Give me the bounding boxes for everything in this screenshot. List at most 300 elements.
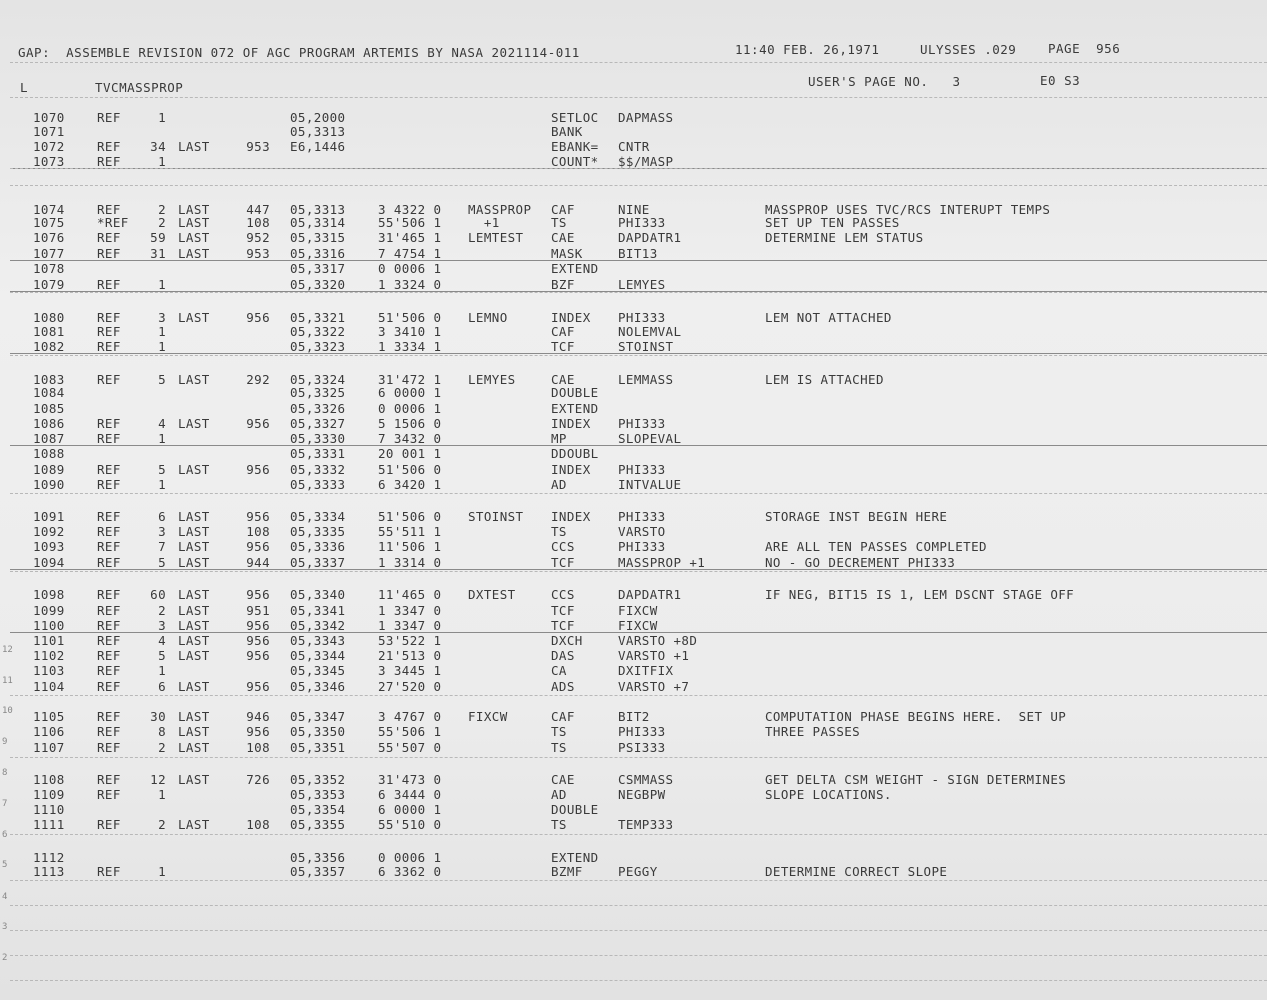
listing-row <box>0 139 1267 154</box>
listing-row <box>0 230 1267 245</box>
line-number: 1093 <box>33 539 65 554</box>
listing-row <box>0 385 1267 400</box>
octal-word: 27'520 0 <box>378 679 442 694</box>
last-page: 108 <box>246 740 270 755</box>
line-number: 1084 <box>33 385 65 400</box>
ref-count: 30 <box>150 709 166 724</box>
ref-marker: REF <box>97 230 121 245</box>
listing-row <box>0 679 1267 694</box>
octal-word: 51'506 0 <box>378 509 442 524</box>
line-number: 1082 <box>33 339 65 354</box>
operand: PHI333 <box>618 416 666 431</box>
ruled-line <box>10 880 1267 881</box>
last-marker: LAST <box>178 555 210 570</box>
label: +1 <box>468 215 500 230</box>
operand: PHI333 <box>618 509 666 524</box>
last-marker: LAST <box>178 416 210 431</box>
ref-count: 1 <box>158 110 166 125</box>
ref-count: 1 <box>158 277 166 292</box>
octal-word: 3 3445 1 <box>378 663 442 678</box>
ref-count: 5 <box>158 555 166 570</box>
address: 05,3357 <box>290 864 346 879</box>
listing-row <box>0 477 1267 492</box>
line-number: 1109 <box>33 787 65 802</box>
last-marker: LAST <box>178 679 210 694</box>
opcode: CAF <box>551 202 575 217</box>
last-page: 956 <box>246 539 270 554</box>
listing-row <box>0 215 1267 230</box>
opcode: TS <box>551 817 567 832</box>
opcode: TCF <box>551 603 575 618</box>
ref-count: 6 <box>158 679 166 694</box>
listing-row <box>0 277 1267 292</box>
opcode: DOUBLE <box>551 802 599 817</box>
group-rule <box>10 445 1267 446</box>
last-page: 726 <box>246 772 270 787</box>
comment: COMPUTATION PHASE BEGINS HERE. SET UP <box>765 709 1067 724</box>
address: 05,3351 <box>290 740 346 755</box>
line-number: 1104 <box>33 679 65 694</box>
address: 05,3317 <box>290 261 346 276</box>
ref-marker: REF <box>97 772 121 787</box>
group-rule <box>10 632 1267 633</box>
octal-word: 55'511 1 <box>378 524 442 539</box>
octal-word: 55'507 0 <box>378 740 442 755</box>
label: LEMNO <box>468 310 508 325</box>
last-marker: LAST <box>178 139 210 154</box>
ref-marker: REF <box>97 618 121 633</box>
address: 05,3333 <box>290 477 346 492</box>
last-page: 956 <box>246 633 270 648</box>
ref-count: 34 <box>150 139 166 154</box>
octal-word: 21'513 0 <box>378 648 442 663</box>
last-marker: LAST <box>178 587 210 602</box>
page-number: PAGE 956 <box>1048 41 1121 56</box>
opcode: EXTEND <box>551 401 599 416</box>
line-number: 1103 <box>33 663 65 678</box>
ref-marker: REF <box>97 202 121 217</box>
listing-row <box>0 817 1267 832</box>
opcode: TCF <box>551 339 575 354</box>
opcode: CAF <box>551 709 575 724</box>
opcode: MP <box>551 431 567 446</box>
group-rule <box>10 353 1267 354</box>
address: 05,3313 <box>290 124 346 139</box>
ref-count: 4 <box>158 633 166 648</box>
listing-row <box>0 462 1267 477</box>
octal-word: 1 3324 0 <box>378 277 442 292</box>
comment: LEM NOT ATTACHED <box>765 310 892 325</box>
address: 05,3335 <box>290 524 346 539</box>
line-number: 1075 <box>33 215 65 230</box>
opcode: INDEX <box>551 462 591 477</box>
operand: INTVALUE <box>618 477 682 492</box>
listing-row <box>0 587 1267 602</box>
octal-word: 3 4322 0 <box>378 202 442 217</box>
line-number: 1101 <box>33 633 65 648</box>
ref-count: 4 <box>158 416 166 431</box>
listing-row <box>0 740 1267 755</box>
ref-marker: REF <box>97 740 121 755</box>
address: 05,3330 <box>290 431 346 446</box>
line-number: 1088 <box>33 446 65 461</box>
comment: THREE PASSES <box>765 724 861 739</box>
last-marker: LAST <box>178 740 210 755</box>
line-number: 1079 <box>33 277 65 292</box>
ruled-line <box>10 355 1267 356</box>
operand: LEMYES <box>618 277 666 292</box>
address: 05,2000 <box>290 110 346 125</box>
ref-marker: REF <box>97 310 121 325</box>
comment: GET DELTA CSM WEIGHT - SIGN DETERMINES <box>765 772 1067 787</box>
address: 05,3315 <box>290 230 346 245</box>
octal-word: 31'465 1 <box>378 230 442 245</box>
octal-word: 0 0006 1 <box>378 261 442 276</box>
last-page: 108 <box>246 817 270 832</box>
ref-marker: REF <box>97 817 121 832</box>
label: LEMTEST <box>468 230 524 245</box>
address: 05,3325 <box>290 385 346 400</box>
comment: SLOPE LOCATIONS. <box>765 787 892 802</box>
operand: PEGGY <box>618 864 658 879</box>
operand: PSI333 <box>618 740 666 755</box>
last-marker: LAST <box>178 772 210 787</box>
last-page: 292 <box>246 372 270 387</box>
assembly-title: GAP: ASSEMBLE REVISION 072 OF AGC PROGRAM ARTEMIS BY NASA 2021114-011 <box>18 45 580 60</box>
group-rule <box>10 260 1267 261</box>
ref-count: 5 <box>158 372 166 387</box>
last-marker: LAST <box>178 462 210 477</box>
print-date: 11:40 FEB. 26,1971 <box>735 42 880 57</box>
last-page: 956 <box>246 310 270 325</box>
address: 05,3352 <box>290 772 346 787</box>
line-number: 1094 <box>33 555 65 570</box>
ref-count: 1 <box>158 154 166 169</box>
subheader-rule <box>10 97 1267 98</box>
octal-word: 0 0006 1 <box>378 850 442 865</box>
octal-word: 6 0000 1 <box>378 385 442 400</box>
ruled-line <box>10 834 1267 835</box>
last-marker: LAST <box>178 603 210 618</box>
address: 05,3346 <box>290 679 346 694</box>
line-number: 1110 <box>33 802 65 817</box>
ruled-line <box>10 493 1267 494</box>
last-page: 953 <box>246 139 270 154</box>
address: 05,3337 <box>290 555 346 570</box>
ref-count: 6 <box>158 509 166 524</box>
comment: DETERMINE CORRECT SLOPE <box>765 864 948 879</box>
octal-word: 20 001 1 <box>378 446 442 461</box>
opcode: CCS <box>551 587 575 602</box>
ref-count: 7 <box>158 539 166 554</box>
line-number: 1089 <box>33 462 65 477</box>
ref-count: 1 <box>158 787 166 802</box>
line-number: 1111 <box>33 817 65 832</box>
operand: FIXCW <box>618 603 658 618</box>
address: 05,3343 <box>290 633 346 648</box>
opcode: TS <box>551 724 567 739</box>
octal-word: 0 0006 1 <box>378 401 442 416</box>
users-page-number: USER'S PAGE NO. 3 <box>808 74 961 89</box>
ref-count: 60 <box>150 587 166 602</box>
ulysses-version: ULYSSES .029 <box>920 42 1017 57</box>
last-marker: LAST <box>178 633 210 648</box>
ref-count: 1 <box>158 477 166 492</box>
ref-count: 1 <box>158 431 166 446</box>
ref-count: 3 <box>158 618 166 633</box>
opcode: MASK <box>551 246 583 261</box>
ref-count: 3 <box>158 524 166 539</box>
last-marker: LAST <box>178 648 210 663</box>
last-marker: LAST <box>178 215 210 230</box>
operand: NOLEMVAL <box>618 324 682 339</box>
operand: STOINST <box>618 339 674 354</box>
octal-word: 1 3347 0 <box>378 603 442 618</box>
address: 05,3321 <box>290 310 346 325</box>
address: 05,3350 <box>290 724 346 739</box>
ref-marker: REF <box>97 509 121 524</box>
ref-count: 1 <box>158 663 166 678</box>
opcode: BANK <box>551 124 583 139</box>
ref-marker: REF <box>97 416 121 431</box>
group-rule <box>10 569 1267 570</box>
opcode: CA <box>551 663 567 678</box>
listing-row <box>0 446 1267 461</box>
last-marker: LAST <box>178 202 210 217</box>
opcode: TS <box>551 740 567 755</box>
ruled-line <box>10 168 1267 169</box>
opcode: SETLOC <box>551 110 599 125</box>
listing-row <box>0 772 1267 787</box>
operand: DAPDATR1 <box>618 230 682 245</box>
last-page: 956 <box>246 462 270 477</box>
ruled-line <box>10 930 1267 931</box>
ref-count: 2 <box>158 740 166 755</box>
operand: DXITFIX <box>618 663 674 678</box>
ref-count: 2 <box>158 603 166 618</box>
line-number: 1106 <box>33 724 65 739</box>
last-page: 447 <box>246 202 270 217</box>
operand: VARSTO <box>618 524 666 539</box>
octal-word: 31'472 1 <box>378 372 442 387</box>
octal-word: 55'510 0 <box>378 817 442 832</box>
listing-row <box>0 539 1267 554</box>
opcode: CAE <box>551 372 575 387</box>
octal-word: 51'506 0 <box>378 310 442 325</box>
ref-marker: REF <box>97 633 121 648</box>
address: 05,3344 <box>290 648 346 663</box>
operand: NEGBPW <box>618 787 666 802</box>
line-number: 1113 <box>33 864 65 879</box>
comment: LEM IS ATTACHED <box>765 372 884 387</box>
listing-row <box>0 524 1267 539</box>
operand: LEMMASS <box>618 372 674 387</box>
last-page: 952 <box>246 230 270 245</box>
opcode: EXTEND <box>551 261 599 276</box>
octal-word: 51'506 0 <box>378 462 442 477</box>
line-number: 1107 <box>33 740 65 755</box>
ref-marker: REF <box>97 663 121 678</box>
octal-word: 6 0000 1 <box>378 802 442 817</box>
listing-row <box>0 416 1267 431</box>
line-number: 1085 <box>33 401 65 416</box>
octal-word: 6 3420 1 <box>378 477 442 492</box>
address: 05,3314 <box>290 215 346 230</box>
listing-row <box>0 787 1267 802</box>
operand: VARSTO +8D <box>618 633 698 648</box>
line-number: 1077 <box>33 246 65 261</box>
ref-marker: REF <box>97 524 121 539</box>
label: DXTEST <box>468 587 516 602</box>
ref-marker: REF <box>97 648 121 663</box>
label: STOINST <box>468 509 524 524</box>
ref-count: 8 <box>158 724 166 739</box>
label: MASSPROP <box>468 202 532 217</box>
ruled-line <box>10 292 1267 293</box>
opcode: EBANK= <box>551 139 599 154</box>
log-section-name: TVCMASSPROP <box>95 80 184 95</box>
listing-row <box>0 709 1267 724</box>
address: E6,1446 <box>290 139 346 154</box>
comment: STORAGE INST BEGIN HERE <box>765 509 948 524</box>
octal-word: 55'506 1 <box>378 215 442 230</box>
operand: TEMP333 <box>618 817 674 832</box>
octal-word: 55'506 1 <box>378 724 442 739</box>
listing-row <box>0 648 1267 663</box>
listing-page: GAP: ASSEMBLE REVISION 072 OF AGC PROGRAM ARTEMIS BY NASA 2021114-011 11:40 FEB. 26,1971 ULYSSES .029 PAGE 956 L TVCMASSPROP USER'S PAGE NO. 3 E0 S3 1070 REF 1 05,2000 SETLOC DAPMASS 1071 05,3313 BANK 1072 REF 34 LAST 953 E6,1446 EBANK= CNTR 1073 REF 1 COUNT* $$/MASP 1074 REF 2 LAST 447 05,3313 3 4322 0 MASSPROP CAF NINE MASSPROP USES TVC/RCS INTERUPT TEMPS 1075 *REF 2 LAST 108 05,3314 55'506 1 +1 TS PHI333 SET UP TEN PASSES 1076 REF 59 LAST 952 05,3315 31'465 1 LEMTEST CAE DAPDATR1 DETERMINE LEM STATUS 1077 REF 31 LAST 953 05,3316 7 4754 1 MASK BIT13 1078 05,3317 0 0006 1 EXTEND 1079 REF 1 05,3320 1 3324 0 BZF LEMYES 1080 REF 3 LAST 956 05,3321 51'506 0 LEMNO INDEX PHI333 LEM NOT ATTACHED 1081 REF 1 05,3322 3 3410 1 CAF NOLEMVAL 1082 REF 1 05,3323 1 3334 1 TCF STOINST 1083 REF 5 LAST 292 05,3324 31'472 1 LEMYES CAE LEMMASS LEM IS ATTACHED 1084 05,3325 6 0000 1 DOUBLE 1085 05,3326 0 0006 1 EXTEND 1086 REF 4 LAST 956 05,3327 5 1506 0 INDEX PHI333 1087 REF 1 05,3330 7 3432 0 MP SLOPEVAL 1088 05,3331 20 001 1 DDOUBL 1089 REF 5 LAST 956 05,3332 51'506 0 INDEX PHI333 1090 REF 1 05,3333 6 3420 1 AD INTVALUE 1091 REF 6 LAST 956 05,3334 51'506 0 STOINST INDEX PHI333 STORAGE INST BEGIN HERE 1092 REF 3 LAST 108 05,3335 55'511 1 TS VARSTO 1093 REF 7 LAST 956 05,3336 11'506 1 CCS PHI333 ARE ALL TEN PASSES COMPLETED 1094 REF 5 LAST 944 05,3337 1 3314 0 TCF MASSPROP +1 NO - GO DECREMENT PHI333 1098 REF 60 LAST 956 05,3340 11'465 0 DXTEST CCS DAPDATR1 IF NEG, BIT15 IS 1, LEM DSCNT STAGE OFF 1099 REF 2 LAST 951 05,3341 1 3347 0 TCF FIXCW 1100 REF 3 LAST 956 05,3342 1 3347 0 TCF FIXCW 1101 REF 4 LAST 956 05,3343 53'522 1 DXCH VARSTO +8D 1102 REF 5 LAST 956 05,3344 21'513 0 DAS VARSTO +1 1103 REF 1 05,3345 3 3445 1 CA DXITFIX 1104 REF 6 LAST 956 05,3346 27'520 0 ADS VARSTO +7 1105 REF 30 LAST 946 05,3347 3 4767 0 FIXCW CAF BIT2 COMPUTATION PHASE BEGINS HERE. SET UP 1106 REF 8 LAST 956 05,3350 55'506 1 TS PHI333 THREE PASSES 1107 REF 2 LAST 108 05,3351 55'507 0 TS PSI333 1108 REF 12 LAST 726 05,3352 31'473 0 CAE CSMMASS GET DELTA CSM WEIGHT - SIGN DETERMINES 1109 REF 1 05,3353 6 3444 0 AD NEGBPW SLOPE LOCATIONS. 1110 05,3354 6 0000 1 DOUBLE 1111 REF 2 LAST 108 05,3355 55'510 0 TS TEMP333 1112 05,3356 0 0006 1 EXTEND 1113 REF 1 05,3357 6 3362 0 BZMF PEGGY DETERMINE CORRECT SLOPE 12 11 10 9 8 7 6 5 4 3 2 <box>0 0 1267 1000</box>
address: 05,3324 <box>290 372 346 387</box>
address: 05,3342 <box>290 618 346 633</box>
last-page: 956 <box>246 509 270 524</box>
line-number: 1076 <box>33 230 65 245</box>
address: 05,3326 <box>290 401 346 416</box>
opcode: TS <box>551 524 567 539</box>
opcode: INDEX <box>551 416 591 431</box>
line-number: 1099 <box>33 603 65 618</box>
line-number: 1073 <box>33 154 65 169</box>
ref-count: 1 <box>158 864 166 879</box>
opcode: BZMF <box>551 864 583 879</box>
operand: PHI333 <box>618 310 666 325</box>
ref-marker: REF <box>97 587 121 602</box>
ref-marker: REF <box>97 431 121 446</box>
ref-count: 12 <box>150 772 166 787</box>
line-number: 1105 <box>33 709 65 724</box>
comment: MASSPROP USES TVC/RCS INTERUPT TEMPS <box>765 202 1051 217</box>
ref-count: 2 <box>158 202 166 217</box>
line-number: 1108 <box>33 772 65 787</box>
address: 05,3341 <box>290 603 346 618</box>
listing-row <box>0 864 1267 879</box>
comment: NO - GO DECREMENT PHI333 <box>765 555 956 570</box>
listing-row <box>0 246 1267 261</box>
opcode: CAE <box>551 230 575 245</box>
header-rule <box>10 62 1267 63</box>
operand: BIT2 <box>618 709 650 724</box>
ref-count: 2 <box>158 215 166 230</box>
opcode: CAE <box>551 772 575 787</box>
ref-marker: REF <box>97 679 121 694</box>
ref-marker: REF <box>97 709 121 724</box>
listing-row <box>0 261 1267 276</box>
address: 05,3336 <box>290 539 346 554</box>
line-number: 1098 <box>33 587 65 602</box>
octal-word: 7 3432 0 <box>378 431 442 446</box>
last-page: 956 <box>246 416 270 431</box>
line-number: 1092 <box>33 524 65 539</box>
operand: $$/MASP <box>618 154 674 169</box>
ref-marker: REF <box>97 555 121 570</box>
ref-marker: REF <box>97 110 121 125</box>
opcode: DXCH <box>551 633 583 648</box>
opcode: AD <box>551 787 567 802</box>
address: 05,3353 <box>290 787 346 802</box>
line-number: 1100 <box>33 618 65 633</box>
operand: FIXCW <box>618 618 658 633</box>
listing-row <box>0 509 1267 524</box>
address: 05,3347 <box>290 709 346 724</box>
line-number: 1102 <box>33 648 65 663</box>
last-page: 108 <box>246 524 270 539</box>
octal-word: 7 4754 1 <box>378 246 442 261</box>
ref-marker: REF <box>97 277 121 292</box>
listing-row <box>0 663 1267 678</box>
ref-marker: REF <box>97 154 121 169</box>
operand: PHI333 <box>618 462 666 477</box>
ruled-line <box>10 185 1267 186</box>
ruled-line <box>10 905 1267 906</box>
listing-row <box>0 310 1267 325</box>
line-number: 1071 <box>33 124 65 139</box>
label: FIXCW <box>468 709 508 724</box>
operand: CSMMASS <box>618 772 674 787</box>
line-number: 1074 <box>33 202 65 217</box>
opcode: CCS <box>551 539 575 554</box>
opcode: TS <box>551 215 567 230</box>
octal-word: 1 3347 0 <box>378 618 442 633</box>
ref-marker: REF <box>97 139 121 154</box>
octal-word: 6 3444 0 <box>378 787 442 802</box>
ref-marker: REF <box>97 462 121 477</box>
ref-count: 5 <box>158 648 166 663</box>
last-page: 953 <box>246 246 270 261</box>
last-marker: LAST <box>178 246 210 261</box>
last-marker: LAST <box>178 817 210 832</box>
operand: DAPDATR1 <box>618 587 682 602</box>
ref-marker: REF <box>97 339 121 354</box>
address: 05,3327 <box>290 416 346 431</box>
address: 05,3316 <box>290 246 346 261</box>
last-marker: LAST <box>178 709 210 724</box>
l-marker: L <box>20 80 29 95</box>
address: 05,3334 <box>290 509 346 524</box>
ruled-line <box>10 955 1267 956</box>
address: 05,3322 <box>290 324 346 339</box>
address: 05,3340 <box>290 587 346 602</box>
octal-word: 3 3410 1 <box>378 324 442 339</box>
address: 05,3354 <box>290 802 346 817</box>
opcode: DDOUBL <box>551 446 599 461</box>
octal-word: 5 1506 0 <box>378 416 442 431</box>
last-marker: LAST <box>178 539 210 554</box>
opcode: INDEX <box>551 310 591 325</box>
opcode: DOUBLE <box>551 385 599 400</box>
opcode: COUNT* <box>551 154 599 169</box>
listing-row <box>0 633 1267 648</box>
last-marker: LAST <box>178 724 210 739</box>
comment: DETERMINE LEM STATUS <box>765 230 924 245</box>
line-number: 1078 <box>33 261 65 276</box>
